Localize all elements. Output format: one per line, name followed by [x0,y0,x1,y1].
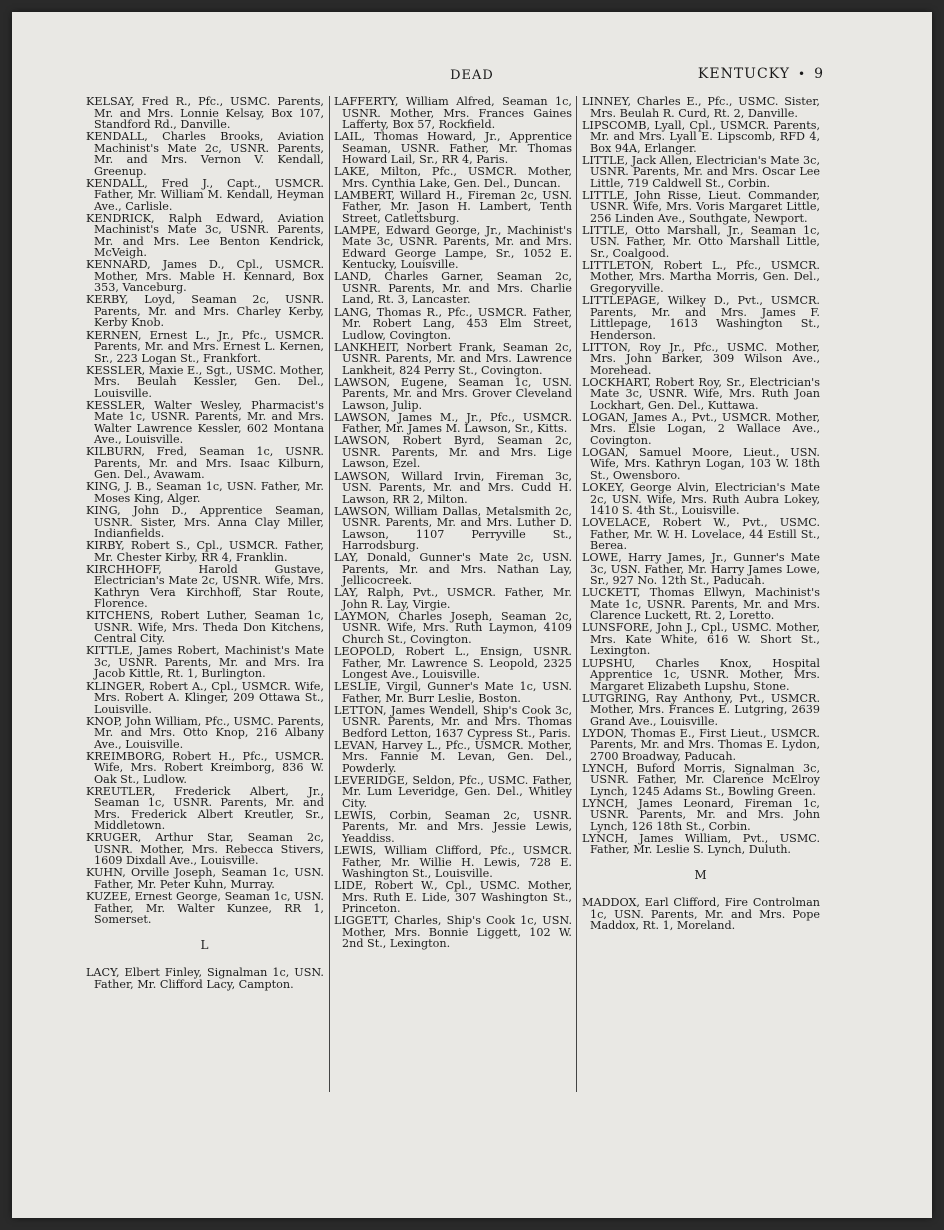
casualty-entry: KREIMBORG, Robert H., Pfc., USMCR. Wife, Mrs. Robert Kreimborg, 836 W. Oak St., Ludlow. [86,749,324,786]
casualty-entry: LUTGRING, Ray Anthony, Pvt., USMCR. Mother, Mrs. Frances E. Lutgring, 2639 Grand Ave., Louisville. [582,691,820,728]
casualty-entry: LAWSON, Robert Byrd, Seaman 2c, USNR. Parents, Mr. and Mrs. Lige Lawson, Ezel. [334,434,572,471]
casualty-entry: LAIL, Thomas Howard, Jr., Apprentice Seaman, USNR. Father, Mr. Thomas Howard Lail, Sr., RR 4, Paris. [334,130,572,167]
casualty-entry: KERBY, Loyd, Seaman 2c, USNR. Parents, Mr. and Mrs. Charley Kerby, Kerby Knob. [86,293,324,330]
casualty-entry: LACY, Elbert Finley, Signalman 1c, USN. Father, Mr. Clifford Lacy, Campton. [86,966,324,991]
casualty-entry: LANG, Thomas R., Pfc., USMCR. Father, Mr. Robert Lang, 453 Elm Street, Ludlow, Covington. [334,305,572,342]
casualty-entry: LESLIE, Virgil, Gunner's Mate 1c, USN. Father, Mr. Burr Leslie, Boston. [334,680,572,705]
bullet-separator: • [798,67,807,81]
casualty-entry: LAWSON, Willard Irvin, Fireman 3c, USN. Parents, Mr. and Mrs. Cudd H. Lawson, RR 2, Milton. [334,469,572,506]
casualty-entry: LOKEY, George Alvin, Electrician's Mate 2c, USN. Wife, Mrs. Ruth Aubra Lokey, 1410 S. 4th St., Louisville. [582,481,820,518]
casualty-entry: KERNEN, Ernest L., Jr., Pfc., USMCR. Parents, Mr. and Mrs. Ernest L. Kernen, Sr., 223 Logan St., Frankfort. [86,328,324,365]
casualty-entry: LOGAN, Samuel Moore, Lieut., USN. Wife, Mrs. Kathryn Logan, 103 W. 18th St., Owensboro. [582,445,820,482]
casualty-entry: LAYMON, Charles Joseph, Seaman 2c, USNR. Wife, Mrs. Ruth Laymon, 4109 Church St., Covington. [334,609,572,646]
casualty-entry: LIDE, Robert W., Cpl., USMC. Mother, Mrs. Ruth E. Lide, 307 Washington St., Princeton. [334,879,572,916]
column-3 [582,96,820,933]
casualty-entry: LYNCH, James Leonard, Fireman 1c, USNR. Parents, Mr. and Mrs. John Lynch, 126 18th St., Corbin. [582,796,820,833]
casualty-entry: LUNSFORE, John J., Cpl., USMC. Mother, Mrs. Kate White, 616 W. Short St., Lexington. [582,621,820,658]
casualty-entry: LUPSHU, Charles Knox, Hospital Apprentice 1c, USNR. Mother, Mrs. Margaret Elizabeth Lupshu, Stone. [582,656,820,693]
casualty-entry: KING, John D., Apprentice Seaman, USNR. Sister, Mrs. Anna Clay Miller, Indianfields. [86,504,324,541]
casualty-entry: LINNEY, Charles E., Pfc., USMC. Sister, Mrs. Beulah R. Curd, Rt. 2, Danville. [582,95,820,120]
casualty-entry: LAKE, Milton, Pfc., USMCR. Mother, Mrs. Cynthia Lake, Gen. Del., Duncan. [334,165,572,190]
casualty-entry: KIRBY, Robert S., Cpl., USMCR. Father, Mr. Chester Kirby, RR 4, Franklin. [86,539,324,564]
running-head [698,66,824,82]
casualty-entry: LUCKETT, Thomas Ellwyn, Machinist's Mate 1c, USNR. Parents, Mr. and Mrs. Clarence Luckett, Rt. 2, Loretto. [582,586,820,623]
casualty-entry: LITTLE, John Risse, Lieut. Commander, USNR. Wife, Mrs. Voris Margaret Little, 256 Linden Ave., Southgate, Newport. [582,188,820,225]
casualty-entry: KUZEE, Ernest George, Seaman 1c, USN. Father, Mr. Walter Kunzee, RR 1, Somerset. [86,890,324,927]
casualty-entry: LAMPE, Edward George, Jr., Machinist's Mate 3c, USNR. Parents, Mr. and Mrs. Edward George Lampe, Sr., 1052 E. Kentucky, Louisville. [334,223,572,272]
casualty-entry: KESSLER, Maxie E., Sgt., USMC. Mother, Mrs. Beulah Kessler, Gen. Del., Louisville. [86,363,324,400]
casualty-entry: LEVERIDGE, Seldon, Pfc., USMC. Father, Mr. Lum Leveridge, Gen. Del., Whitley City. [334,773,572,810]
page-number: 9 [814,66,824,82]
casualty-entry: KENDALL, Charles Brooks, Aviation Machinist's Mate 2c, USNR. Parents, Mr. and Mrs. Vernon V. Kendall, Greenup. [86,130,324,178]
casualty-entry: KNOP, John William, Pfc., USMC. Parents, Mr. and Mrs. Otto Knop, 216 Albany Ave., Louisville. [86,714,324,751]
casualty-entry: KILBURN, Fred, Seaman 1c, USNR. Parents, Mr. and Mrs. Isaac Kilburn, Gen. Del., Avawam. [86,445,324,482]
casualty-entry: LITTLEPAGE, Wilkey D., Pvt., USMCR. Parents, Mr. and Mrs. James F. Littlepage, 1613 Washington St., Henderson. [582,294,820,342]
casualty-entry: LAWSON, James M., Jr., Pfc., USMCR. Father, Mr. James M. Lawson, Sr., Kitts. [334,410,572,436]
casualty-entry: KLINGER, Robert A., Cpl., USMCR. Wife, Mrs. Robert A. Klinger, 209 Ottawa St., Louisville. [86,679,324,716]
casualty-entry: LAWSON, Eugene, Seaman 1c, USN. Parents, Mr. and Mrs. Grover Cleveland Lawson, Julip. [334,375,572,412]
casualty-entry: LYNCH, James William, Pvt., USMC. Father, Mr. Leslie S. Lynch, Duluth. [582,831,820,857]
column-divider [576,96,577,1092]
casualty-entry: LIPSCOMB, Lyall, Cpl., USMCR. Parents, Mr. and Mrs. Lyall E. Lipscomb, RFD 4, Box 94A, Erlanger. [582,118,820,155]
casualty-entry: KITTLE, James Robert, Machinist's Mate 3c, USNR. Parents, Mr. and Mrs. Ira Jacob Kittle, Rt. 1, Burlington. [86,644,324,681]
casualty-entry: KESSLER, Walter Wesley, Pharmacist's Mate 1c, USNR. Parents, Mr. and Mrs. Walter Lawrence Kessler, 602 Montana Ave., Louisville. [86,398,324,447]
casualty-entry: LOCKHART, Robert Roy, Sr., Electrician's Mate 3c, USNR. Wife, Mrs. Ruth Joan Lockhart, Gen. Del., Kuttawa. [582,375,820,412]
casualty-entry: LANKHEIT, Norbert Frank, Seaman 2c, USNR. Parents, Mr. and Mrs. Lawrence Lankheit, 824 Perry St., Covington. [334,340,572,377]
casualty-entry: LETTON, James Wendell, Ship's Cook 3c, USNR. Parents, Mr. and Mrs. Thomas Bedford Letton, 1637 Cypress St., Paris. [334,703,572,740]
casualty-entry: LITTLETON, Robert L., Pfc., USMCR. Mother, Mrs. Martha Morris, Gen. Del., Gregoryville. [582,258,820,295]
casualty-entry: LOGAN, James A., Pvt., USMCR. Mother, Mrs. Elsie Logan, 2 Wallace Ave., Covington. [582,410,820,447]
casualty-entry: LAY, Donald, Gunner's Mate 2c, USN. Parents, Mr. and Mrs. Nathan Lay, Jellicocreek. [334,551,572,588]
casualty-entry: LAMBERT, Willard H., Fireman 2c, USN. Father, Mr. Jason H. Lambert, Tenth Street, Catlettsburg. [334,188,572,225]
casualty-entry: LAWSON, William Dallas, Metalsmith 2c, USNR. Parents, Mr. and Mrs. Luther D. Lawson, 1107 Perryville St., Harrodsburg. [334,504,572,553]
section-letter: M [694,867,708,882]
casualty-entry: LEWIS, William Clifford, Pfc., USMCR. Father, Mr. Willie H. Lewis, 728 E. Washington St., Louisville. [334,844,572,881]
casualty-entry: LOWE, Harry James, Jr., Gunner's Mate 3c, USN. Father, Mr. Harry James Lowe, Sr., 927 No. 12th St., Paducah. [582,551,820,588]
casualty-entry: LYDON, Thomas E., First Lieut., USMCR. Parents, Mr. and Mrs. Thomas E. Lydon, 2700 Broadway, Paducah. [582,726,820,763]
casualty-entry: LITTON, Roy Jr., Pfc., USMC. Mother, Mrs. John Barker, 309 Wilson Ave., Morehead. [582,340,820,377]
casualty-entry: LEOPOLD, Robert L., Ensign, USNR. Father, Mr. Lawrence S. Leopold, 2325 Longest Ave., Louisville. [334,645,572,681]
casualty-entry: LOVELACE, Robert W., Pvt., USMC. Father, Mr. W. H. Lovelace, 44 Estill St., Berea. [582,516,820,553]
casualty-entry: MADDOX, Earl Clifford, Fire Controlman 1c, USN. Parents, Mr. and Mrs. Pope Maddox, Rt. 1, Moreland. [582,896,820,933]
column-divider [329,96,330,1092]
casualty-entry: LEWIS, Corbin, Seaman 2c, USNR. Parents, Mr. and Mrs. Jessie Lewis, Yeaddiss. [334,808,572,845]
state-name: KENTUCKY [697,66,790,82]
casualty-entry: KENDRICK, Ralph Edward, Aviation Machinist's Mate 3c, USNR. Parents, Mr. and Mrs. Lee Benton Kendrick, McVeigh. [86,211,324,260]
casualty-entry: KENNARD, James D., Cpl., USMCR. Mother, Mrs. Mable H. Kennard, Box 353, Vanceburg. [86,258,324,295]
page-header [0,60,944,90]
section-letter: L [200,937,210,952]
casualty-entry: KRUGER, Arthur Star, Seaman 2c, USNR. Mother, Mrs. Rebecca Stivers, 1609 Dixdall Ave., Louisville. [86,831,324,868]
section-title: DEAD [450,68,494,83]
casualty-entry: LAND, Charles Garner, Seaman 2c, USNR. Parents, Mr. and Mrs. Charlie Land, Rt. 3, Lancaster. [334,270,572,307]
casualty-entry: KUHN, Orville Joseph, Seaman 1c, USN. Father, Mr. Peter Kuhn, Murray. [86,866,324,891]
casualty-entry: LEVAN, Harvey L., Pfc., USMCR. Mother, Mrs. Fannie M. Levan, Gen. Del., Powderly. [334,738,572,775]
casualty-entry: KITCHENS, Robert Luther, Seaman 1c, USNR. Wife, Mrs. Theda Don Kitchens, Central City. [86,609,324,646]
column-2 [334,96,572,950]
casualty-entry: LITTLE, Jack Allen, Electrician's Mate 3c, USNR. Parents, Mr. and Mrs. Oscar Lee Little, 719 Caldwell St., Corbin. [582,153,820,190]
column-1 [86,96,324,991]
casualty-entry: KREUTLER, Frederick Albert, Jr., Seaman 1c, USNR. Parents, Mr. and Mrs. Frederick Albert Kreutler, Sr., Middletown. [86,784,324,833]
casualty-entry: KING, J. B., Seaman 1c, USN. Father, Mr. Moses King, Alger. [86,480,324,505]
casualty-entry: KENDALL, Fred J., Capt., USMCR. Father, Mr. William M. Kendall, Heyman Ave., Carlisle. [86,176,324,213]
casualty-entry: LYNCH, Buford Morris, Signalman 3c, USNR. Father, Mr. Clarence McElroy Lynch, 1245 Adams St., Bowling Green. [582,761,820,798]
casualty-entry: KELSAY, Fred R., Pfc., USMC. Parents, Mr. and Mrs. Lonnie Kelsay, Box 107, Standford Rd., Danville. [86,95,324,131]
casualty-entry: LITTLE, Otto Marshall, Jr., Seaman 1c, USN. Father, Mr. Otto Marshall Little, Sr., Coalgood. [582,223,820,260]
casualty-entry: LAFFERTY, William Alfred, Seaman 1c, USNR. Mother, Mrs. Frances Gaines Lafferty, Box 57, Rockfield. [334,95,572,131]
casualty-entry: KIRCHHOFF, Harold Gustave, Electrician's Mate 2c, USNR. Wife, Mrs. Kathryn Vera Kirchhoff, Star Route, Florence. [86,562,324,611]
casualty-entry: LAY, Ralph, Pvt., USMCR. Father, Mr. John R. Lay, Virgie. [334,586,572,611]
casualty-entry: LIGGETT, Charles, Ship's Cook 1c, USN. Mother, Mrs. Bonnie Liggett, 102 W. 2nd St., Lexington. [334,914,572,951]
